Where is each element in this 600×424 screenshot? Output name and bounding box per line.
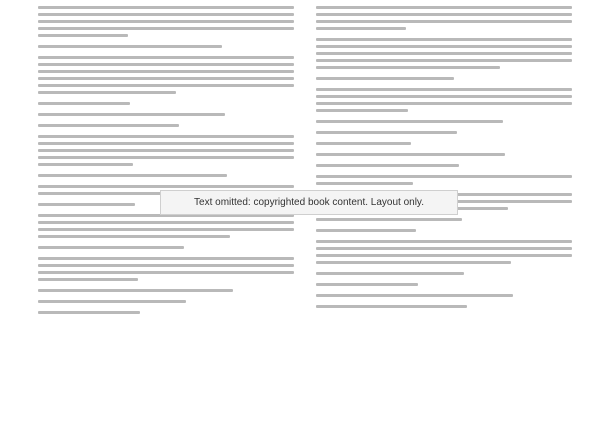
- text-line-placeholder: [316, 175, 572, 178]
- text-line-placeholder: [316, 95, 572, 98]
- text-line-placeholder: [316, 6, 572, 9]
- text-line-placeholder: [38, 149, 294, 152]
- text-line-placeholder: [316, 52, 572, 55]
- text-line-placeholder: [38, 113, 225, 116]
- text-line-placeholder: [38, 228, 294, 231]
- text-line-placeholder: [38, 246, 184, 249]
- text-line-placeholder: [316, 153, 505, 156]
- text-line-placeholder: [38, 45, 222, 48]
- text-line-placeholder: [38, 235, 230, 238]
- text-line-placeholder: [38, 27, 294, 30]
- text-line-placeholder: [316, 229, 416, 232]
- text-line-placeholder: [38, 34, 128, 37]
- text-line-placeholder: [38, 221, 294, 224]
- text-line-placeholder: [38, 185, 294, 188]
- text-line-placeholder: [38, 142, 294, 145]
- text-line-placeholder: [316, 66, 500, 69]
- text-line-placeholder: [38, 6, 294, 9]
- text-line-placeholder: [38, 56, 294, 59]
- text-line-placeholder: [316, 294, 513, 297]
- text-line-placeholder: [38, 135, 294, 138]
- text-line-placeholder: [316, 109, 408, 112]
- text-line-placeholder: [316, 164, 459, 167]
- text-line-placeholder: [316, 27, 406, 30]
- text-line-placeholder: [38, 264, 294, 267]
- text-line-placeholder: [316, 45, 572, 48]
- text-line-placeholder: [316, 77, 454, 80]
- text-line-placeholder: [38, 163, 133, 166]
- text-line-placeholder: [316, 218, 462, 221]
- text-line-placeholder: [38, 102, 130, 105]
- text-line-placeholder: [38, 124, 179, 127]
- text-line-placeholder: [316, 102, 572, 105]
- text-line-placeholder: [316, 240, 572, 243]
- text-line-placeholder: [38, 156, 294, 159]
- text-line-placeholder: [38, 174, 227, 177]
- text-line-placeholder: [38, 300, 186, 303]
- text-line-placeholder: [38, 289, 233, 292]
- text-line-placeholder: [38, 77, 294, 80]
- text-line-placeholder: [38, 257, 294, 260]
- text-line-placeholder: [316, 142, 411, 145]
- omission-notice: Text omitted: copyrighted book content. Layout only.: [160, 190, 458, 215]
- text-line-placeholder: [38, 63, 294, 66]
- text-line-placeholder: [38, 84, 294, 87]
- text-line-placeholder: [316, 305, 467, 308]
- text-line-placeholder: [38, 203, 135, 206]
- text-line-placeholder: [316, 182, 413, 185]
- text-line-placeholder: [316, 59, 572, 62]
- text-line-placeholder: [316, 247, 572, 250]
- text-line-placeholder: [38, 278, 138, 281]
- text-line-placeholder: [38, 91, 176, 94]
- text-line-placeholder: [38, 271, 294, 274]
- text-line-placeholder: [316, 131, 457, 134]
- text-line-placeholder: [316, 261, 511, 264]
- text-line-placeholder: [316, 120, 503, 123]
- text-line-placeholder: [316, 283, 418, 286]
- text-line-placeholder: [316, 38, 572, 41]
- text-line-placeholder: [316, 13, 572, 16]
- text-line-placeholder: [316, 254, 572, 257]
- text-line-placeholder: [38, 13, 294, 16]
- text-line-placeholder: [316, 20, 572, 23]
- text-line-placeholder: [38, 70, 294, 73]
- text-line-placeholder: [38, 311, 140, 314]
- text-line-placeholder: [316, 272, 464, 275]
- text-line-placeholder: [38, 20, 294, 23]
- text-line-placeholder: [316, 88, 572, 91]
